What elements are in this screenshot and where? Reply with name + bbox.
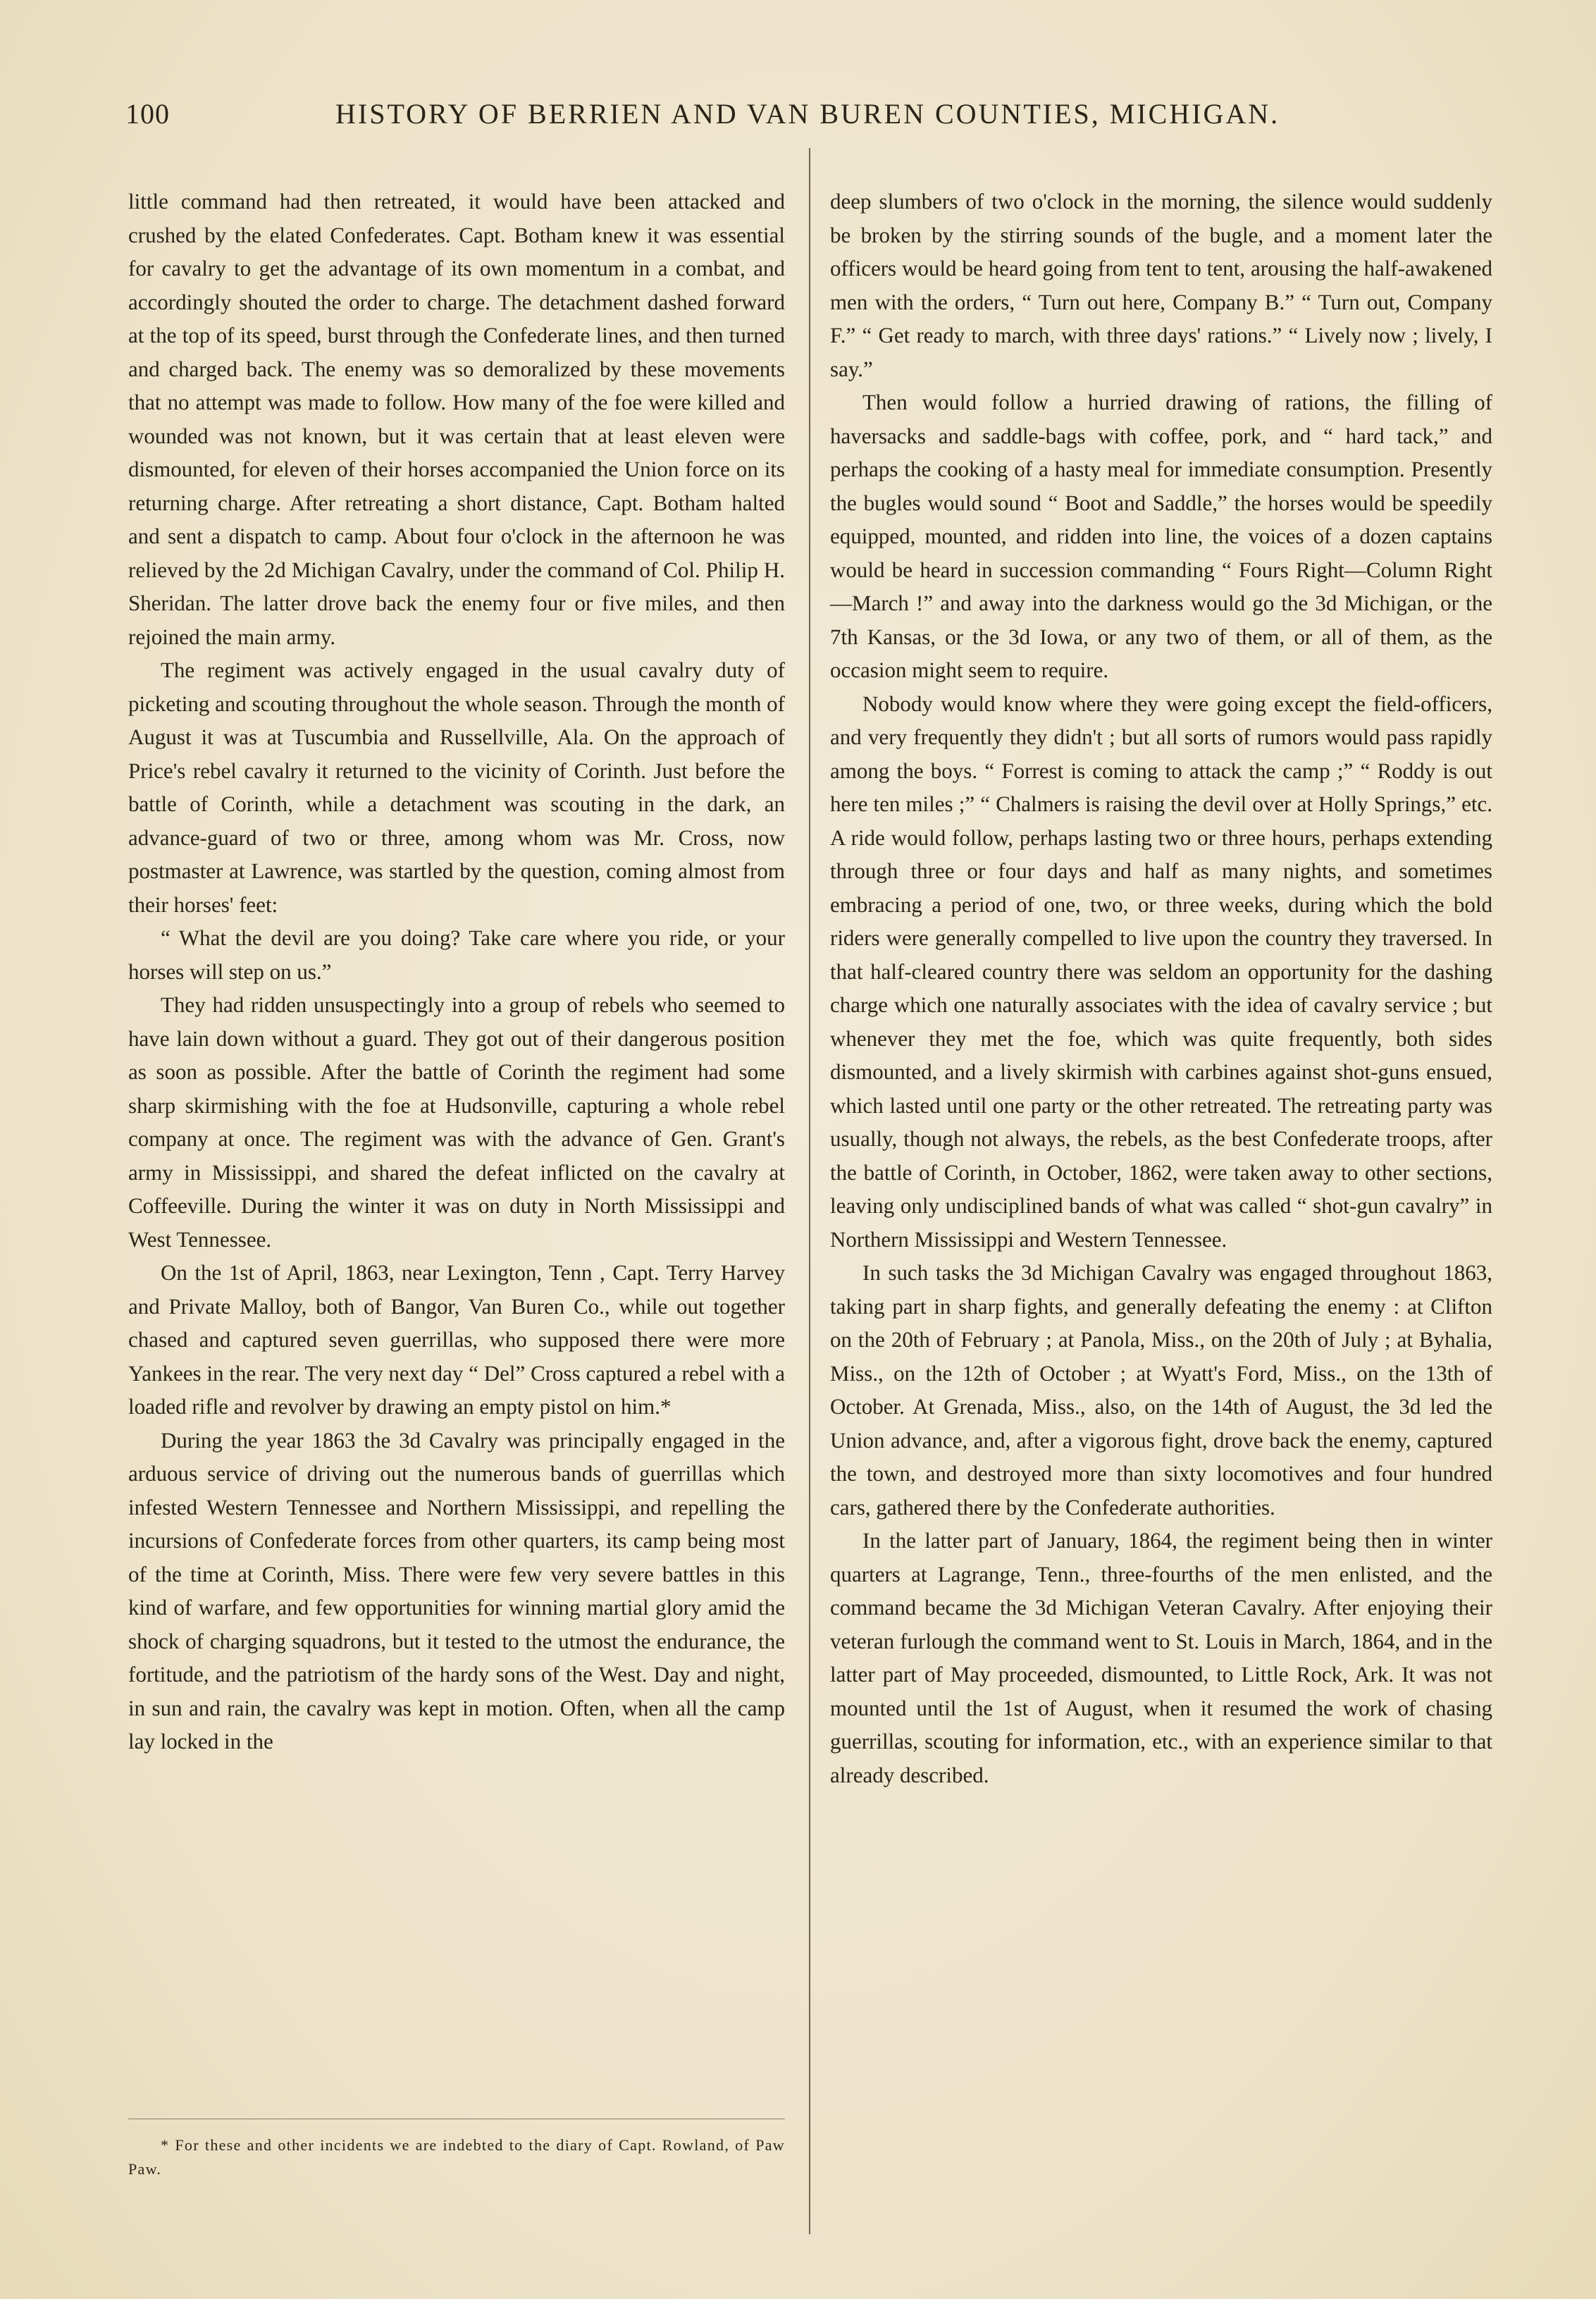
paragraph: They had ridden unsuspectingly into a group of rebels who seemed to have lain down without a guard. They got out of their dangerous position as soon as possible. After the battle of Corinth the regiment had some sharp skirmishing with the foe at Hudsonville, capturing a whole rebel company at once. The regiment was with the advance of Gen. Grant's army in Mississippi, and shared the defeat inflicted on the cavalry at Coffeeville. During the winter it was on duty in North Mississippi and West Tennessee. <box>128 992 785 1252</box>
paragraph: little command had then retreated, it would have been attacked and crushed by the elated Confederates. Capt. Botham knew it was essential for cavalry to get the advantage of its own momentum in a combat, and accordingly shouted the order to charge. The detachment dashed forward at the top of its speed, burst through the Confederate lines, and then turned and charged back. The enemy was so demoralized by these movements that no attempt was made to follow. How many of the foe were killed and wounded was not known, but it was certain that at least eleven were dismounted, for eleven of their horses accompanied the Union force on its returning charge. After retreating a short distance, Capt. Botham halted and sent a dispatch to camp. About four o'clock in the afternoon he was relieved by the 2d Michigan Cavalry, under the command of Col. Philip H. Sheridan. The latter drove back the enemy four or five miles, and then rejoined the main army. <box>128 189 785 649</box>
column-divider <box>809 148 810 2234</box>
paragraph: The regiment was actively engaged in the usual cavalry duty of picketing and scouting throughout the whole season. Through the month of August it was at Tuscumbia and Russellville, Ala. On the approach of Price's rebel cavalry it returned to the vicinity of Corinth. Just before the battle of Corinth, while a detachment was scouting in the dark, an advance-guard of two or three, among whom was Mr. Cross, now postmaster at Lawrence, was startled by the question, coming almost from their horses' feet: <box>128 658 785 917</box>
paragraph: “ What the devil are you doing? Take care where you ride, or your horses will step on us.” <box>128 925 785 984</box>
left-column <box>128 185 785 1758</box>
paragraph: deep slumbers of two o'clock in the morning, the silence would suddenly be broken by the stirring sounds of the bugle, and a moment later the officers would be heard going from tent to tent, arousing the half-awakened men with the orders, “ Turn out here, Company B.” “ Turn out, Company F.” “ Get ready to march, with three days' rations.” “ Lively now ; lively, I say.” <box>830 189 1492 381</box>
paragraph: In the latter part of January, 1864, the regiment being then in winter quarters at Lagrange, Tenn., three-fourths of the men enlisted, and the command became the 3d Michigan Veteran Cavalry. After enjoying their veteran furlough the command went to St. Louis in March, 1864, and in the latter part of May proceeded, dismounted, to Little Rock, Ark. It was not mounted until the 1st of August, when it resumed the work of chasing guerrillas, scouting for information, etc., with an experience similar to that already described. <box>830 1528 1492 1787</box>
paragraph: During the year 1863 the 3d Cavalry was principally engaged in the arduous service of driving out the numerous bands of guerrillas which infested Western Tennessee and Northern Mississippi, and repelling the incursions of Confederate forces from other quarters, its camp being most of the time at Corinth, Miss. There were few very severe battles in this kind of warfare, and few opportunities for winning martial glory amid the shock of charging squadrons, but it tested to the utmost the endurance, the fortitude, and the patriotism of the hardy sons of the West. Day and night, in sun and rain, the cavalry was kept in motion. Often, when all the camp lay locked in the <box>128 1427 785 1753</box>
footnote: * For these and other incidents we are indebted to the diary of Capt. Rowland, of Paw Paw. <box>128 2136 785 2178</box>
page-number: 100 <box>125 98 170 130</box>
paragraph: Then would follow a hurried drawing of rations, the filling of haversacks and saddle-bags with coffee, pork, and “ hard tack,” and perhaps the cooking of a hasty meal for immediate consumption. Presently the bugles would sound “ Boot and Saddle,” the horses would be speedily equipped, mounted, and ridden into line, the voices of a dozen captains would be heard in succession commanding “ Fours Right—Column Right—March !” and away into the darkness would go the 3d Michigan, or the 7th Kansas, or the 3d Iowa, or any two of them, or all of them, as the occasion might seem to require. <box>830 390 1492 682</box>
paragraph: In such tasks the 3d Michigan Cavalry was engaged throughout 1863, taking part in sharp fights, and generally defeating the enemy : at Clifton on the 20th of February ; at Panola, Miss., on the 20th of July ; at Byhalia, Miss., on the 12th of October ; at Wyatt's Ford, Miss., on the 13th of October. At Grenada, Miss., also, on the 14th of August, the 3d led the Union advance, and, after a vigorous fight, drove back the enemy, captured the town, and destroyed more than sixty locomotives and four hundred cars, gathered there by the Confederate authorities. <box>830 1260 1492 1520</box>
paragraph: On the 1st of April, 1863, near Lexington, Tenn , Capt. Terry Harvey and Private Malloy, both of Bangor, Van Buren Co., while out together chased and captured seven guerrillas, who supposed there were more Yankees in the rear. The very next day “ Del” Cross captured a rebel with a loaded rifle and revolver by drawing an empty pistol on him.* <box>128 1260 785 1419</box>
running-title: HISTORY OF BERRIEN AND VAN BUREN COUNTIES, MICHIGAN. <box>335 98 1280 130</box>
paragraph: Nobody would know where they were going except the field-officers, and very frequently they didn't ; but all sorts of rumors would pass rapidly among the boys. “ Forrest is coming to attack the camp ;” “ Roddy is out here ten miles ;” “ Chalmers is raising the devil over at Holly Springs,” etc. A ride would follow, perhaps lasting two or three hours, perhaps extending through three or four days and half as many nights, and sometimes embracing a period of one, two, or three weeks, during which the bold riders were generally compelled to live upon the country they traversed. In that half-cleared country there was seldom an opportunity for the dashing charge which one naturally associates with the idea of cavalry service ; but whenever they met the foe, which was quite frequently, both sides dismounted, and a lively skirmish with carbines against shot-guns ensued, which lasted until one party or the other retreated. The retreating party was usually, though not always, the rebels, as the best Confederate troops, after the battle of Corinth, in October, 1862, were taken away to other sections, leaving only undisciplined bands of what was called “ shot-gun cavalry” in Northern Mississippi and Western Tennessee. <box>830 691 1492 1252</box>
right-column <box>830 185 1492 1792</box>
page-header <box>125 97 1492 140</box>
